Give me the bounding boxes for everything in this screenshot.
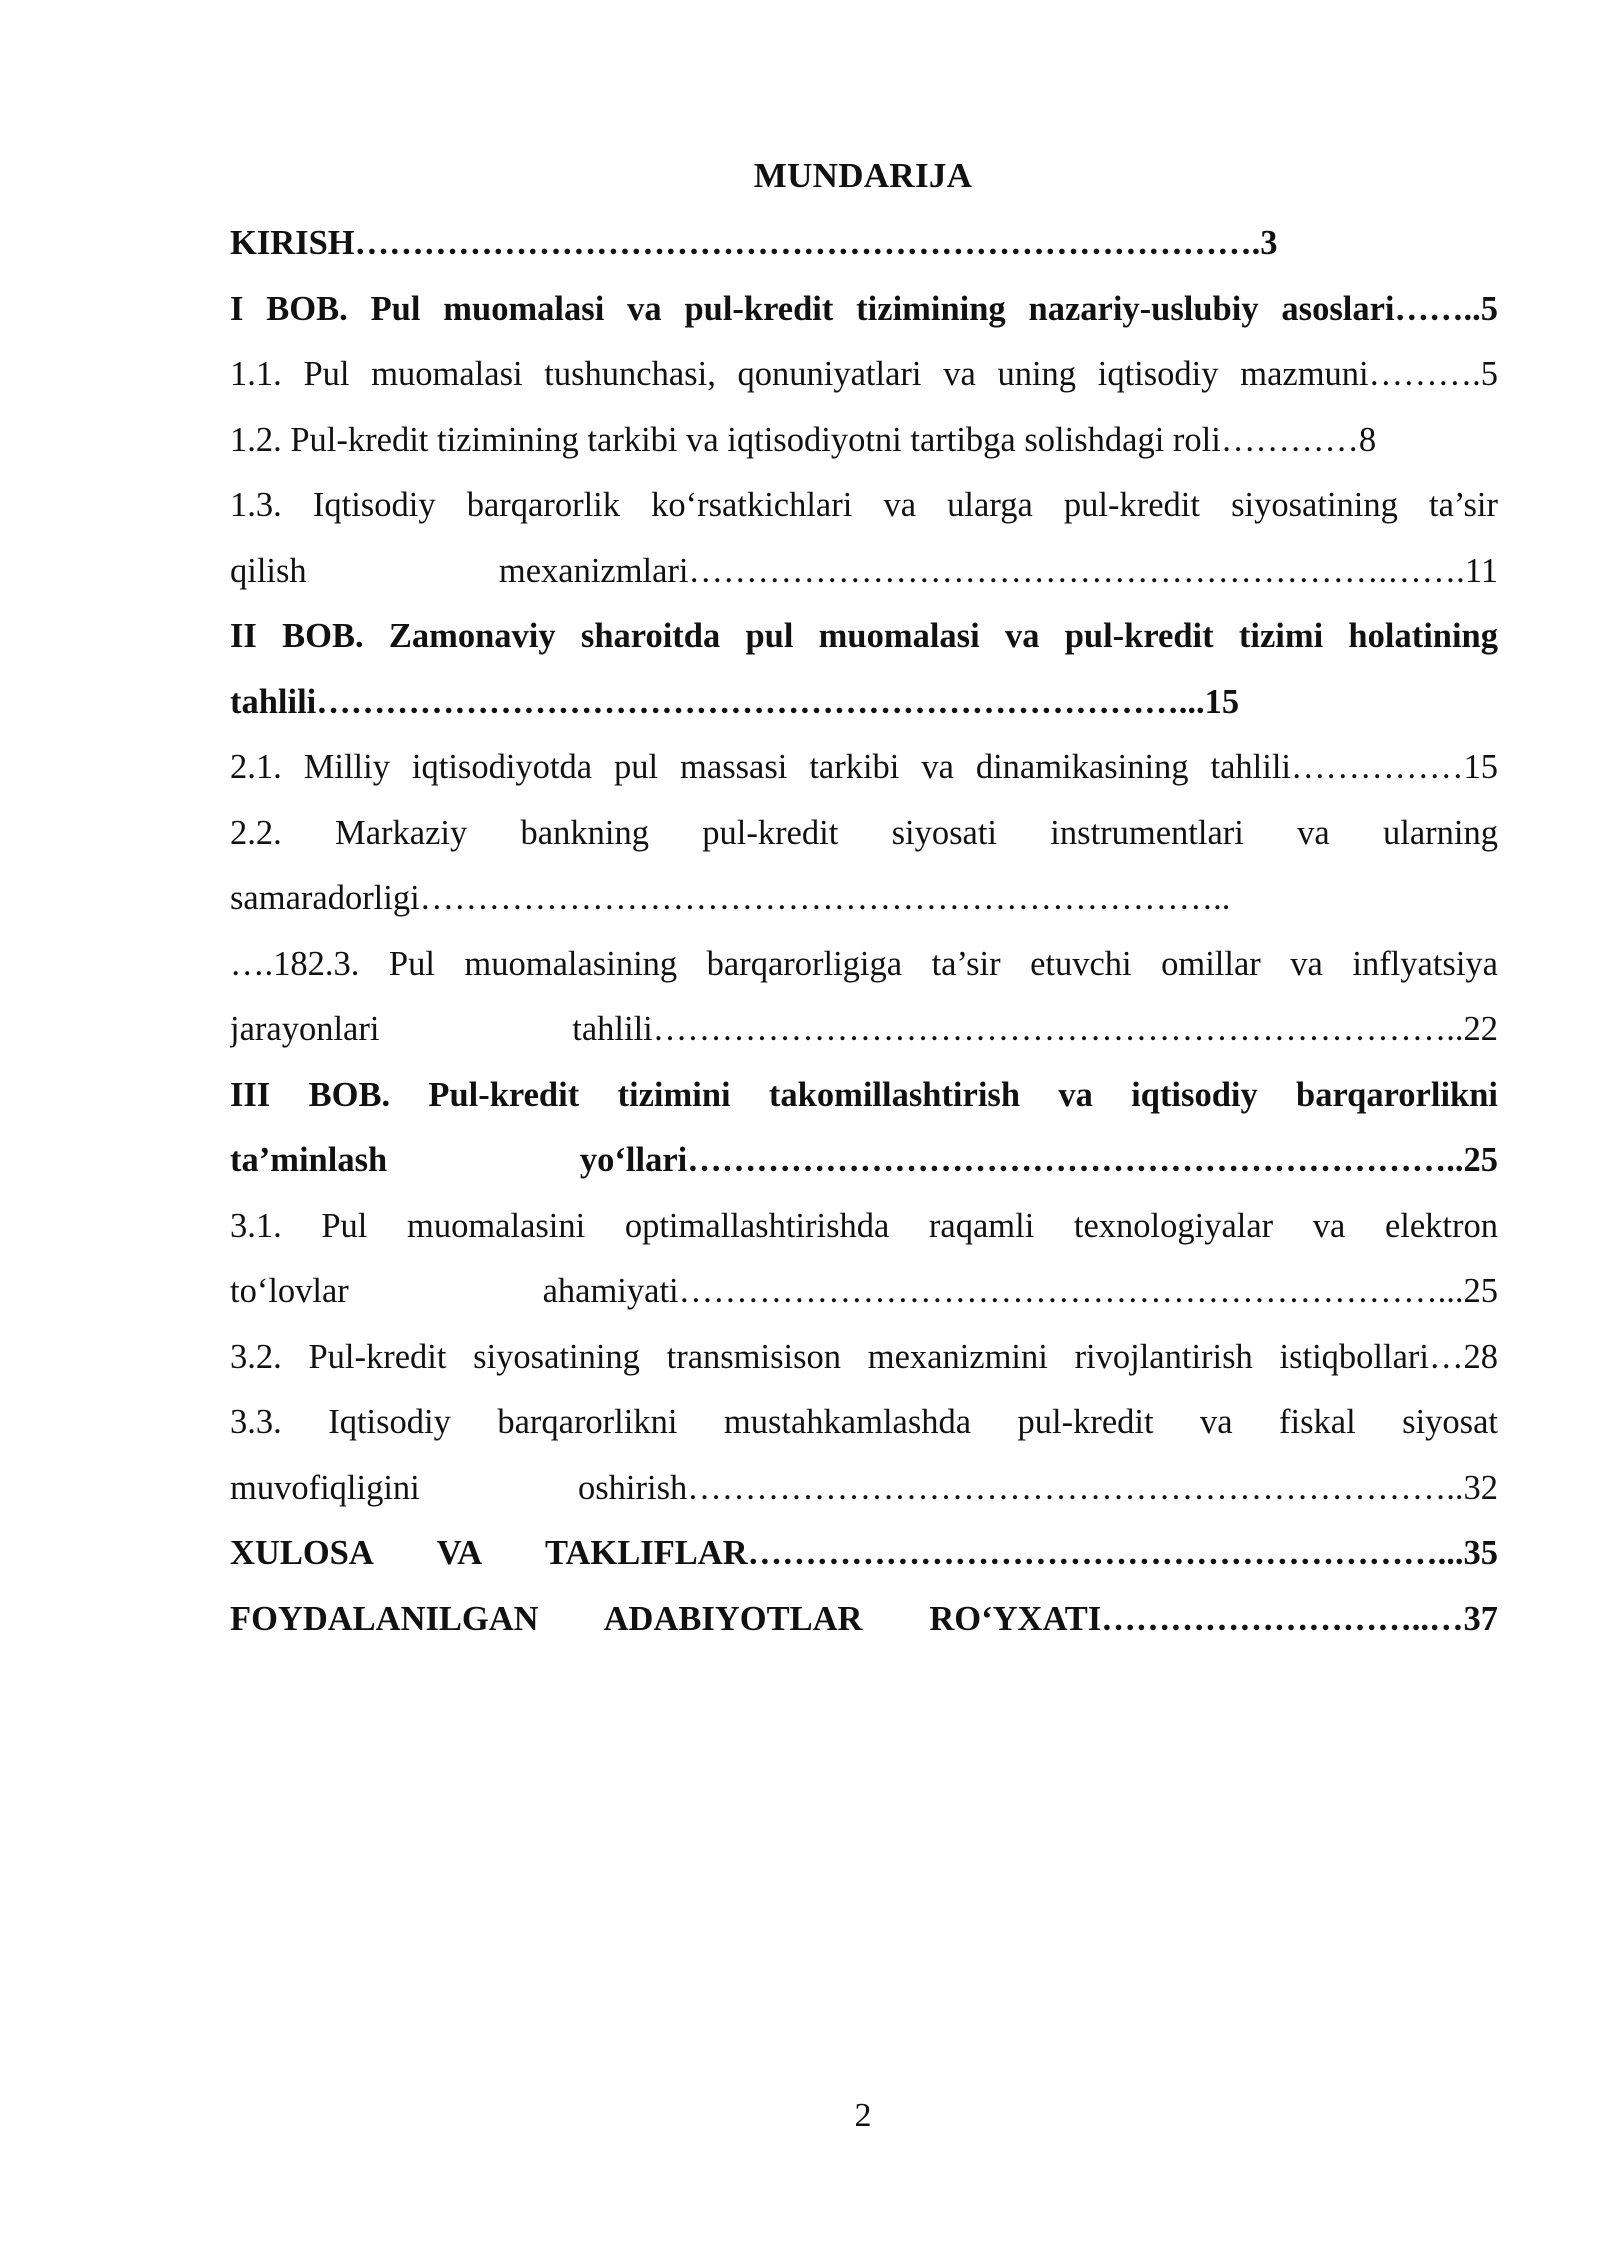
toc-entry: III BOB. Pul-kredit tizimini takomillashtirish va iqtisodiy barqarorlikni [230,1075,1498,1114]
table-of-contents [230,211,1498,1652]
toc-entry: ta’minlash yo‘llari…………………………………………………………..25 [230,1141,1498,1179]
toc-entry: 1.1. Pul muomalasi tushunchasi, qonuniyatlari va uning iqtisodiy mazmuni……….5 [230,355,1498,393]
toc-entry: 3.3. Iqtisodiy barqarorlikni mustahkamlashda pul-kredit va fiskal siyosat [230,1403,1498,1441]
toc-entry: samaradorligi…………………………………………………………….. [230,879,1231,917]
toc-entry: FOYDALANILGAN ADABIYOTLAR RO‘YXATI………………………..…37 [230,1599,1498,1638]
toc-entry: 3.2. Pul-kredit siyosatining transmisison mexanizmini rivojlantirish istiqbollari…28 [230,1337,1498,1376]
toc-entry: 2.1. Milliy iqtisodiyotda pul massasi tarkibi va dinamikasining tahlili……………15 [230,748,1498,786]
toc-entry: muvofiqligini oshirish…………………………………………………………..32 [230,1468,1498,1507]
page-title: MUNDARIJA [753,156,973,195]
toc-entry: 1.2. Pul-kredit tizimining tarkibi va iqtisodiyotni tartibga solishdagi roli…………8 [230,420,1377,459]
toc-entry: ….182.3. Pul muomalasining barqarorligiga ta’sir etuvchi omillar va inflyatsiya [230,944,1498,983]
toc-entry: 2.2. Markaziy bankning pul-kredit siyosati instrumentlari va ularning [230,813,1498,852]
toc-entry: jarayonlari tahlili……………………………………………………………..22 [230,1010,1498,1048]
toc-entry: XULOSA VA TAKLIFLAR……………………………………………………...35 [230,1534,1498,1572]
toc-entry: to‘lovlar ahamiyati…………………………………………………………...25 [230,1272,1498,1310]
toc-entry: I BOB. Pul muomalasi va pul-kredit tizimining nazariy-uslubiy asoslari……..5 [230,289,1498,328]
toc-entry: tahlili…………………………………………………………………...15 [230,682,1240,721]
toc-entry: 1.3. Iqtisodiy barqarorlik ko‘rsatkichlari va ularga pul-kredit siyosatining ta’sir [230,486,1498,524]
toc-entry: qilish mexanizmlari…………………………………………………….…….11 [230,551,1498,590]
toc-entry: KIRISH…………………………………………………………………….3 [230,224,1278,262]
page-number: 2 [854,2097,872,2134]
toc-entry: 3.1. Pul muomalasini optimallashtirishda raqamli texnologiyalar va elektron [230,1206,1498,1245]
toc-entry: II BOB. Zamonaviy sharoitda pul muomalasi va pul-kredit tizimi holatining [230,617,1498,655]
